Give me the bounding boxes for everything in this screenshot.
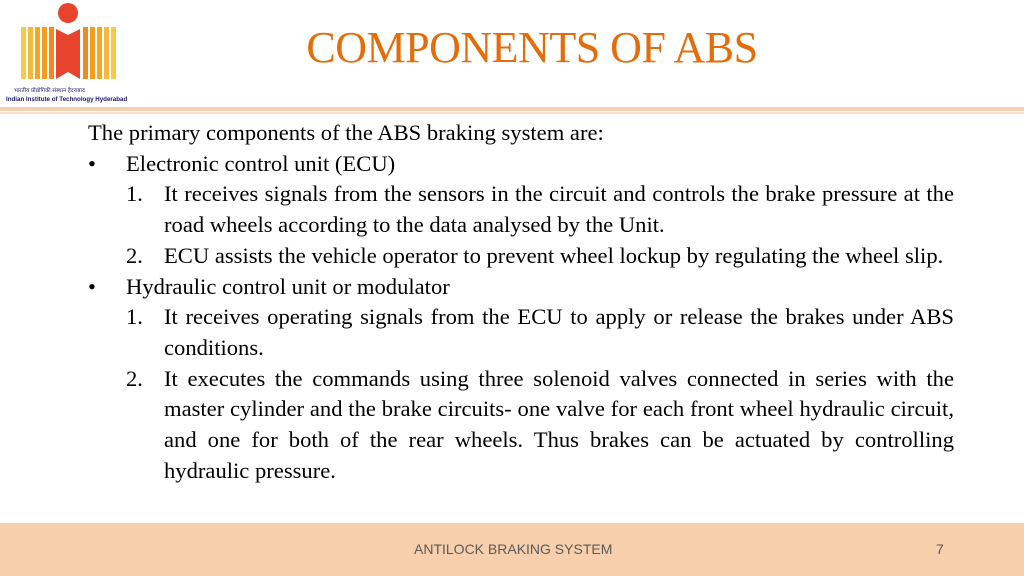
item-text: It receives signals from the sensors in the circuit and controls the brake pressure at the road wheels according to the data analysed by the Unit. (164, 181, 954, 238)
item-text: It executes the commands using three solenoid valves connected in series with the master cylinder and the brake circuits- one valve for each front wheel hydraulic circuit, and one for both of the rear wheels. Thus brakes can be actuated by controlling hydraulic pressure. (164, 365, 954, 483)
bullet-marker: • (88, 273, 96, 299)
slide-content (88, 118, 954, 486)
footer-title: ANTILOCK BRAKING SYSTEM (414, 541, 613, 557)
list-item (88, 364, 954, 487)
bullet-marker: • (88, 150, 96, 176)
bullet-label: Electronic control unit (ECU) (126, 150, 396, 176)
logo-text-hindi: भारतीय प्रौद्योगिकी संस्थान हैदराबाद (14, 88, 85, 94)
page-number: 7 (936, 541, 944, 557)
list-item (88, 302, 954, 363)
list-item (88, 241, 954, 272)
bullet-ecu (88, 149, 954, 180)
header-divider (0, 107, 1024, 111)
logo-text-english: Indian Institute of Technology Hyderabad (6, 96, 128, 103)
bullet-label: Hydraulic control unit or modulator (126, 273, 450, 299)
bullet-hydraulic (88, 272, 954, 303)
item-number: 2. (126, 242, 143, 268)
item-number: 2. (126, 365, 143, 391)
item-number: 1. (126, 304, 143, 330)
item-number: 1. (126, 181, 143, 207)
intro-text: The primary components of the ABS braking system are: (88, 120, 604, 145)
item-text: ECU assists the vehicle operator to prevent wheel lockup by regulating the wheel slip. (164, 242, 944, 268)
list-item (88, 179, 954, 240)
header-divider-light (0, 112, 1024, 114)
logo-head-circle (58, 3, 78, 23)
item-text: It receives operating signals from the ECU to apply or release the brakes under ABS conditions. (164, 304, 954, 360)
slide-title: COMPONENTS OF ABS (306, 23, 758, 72)
